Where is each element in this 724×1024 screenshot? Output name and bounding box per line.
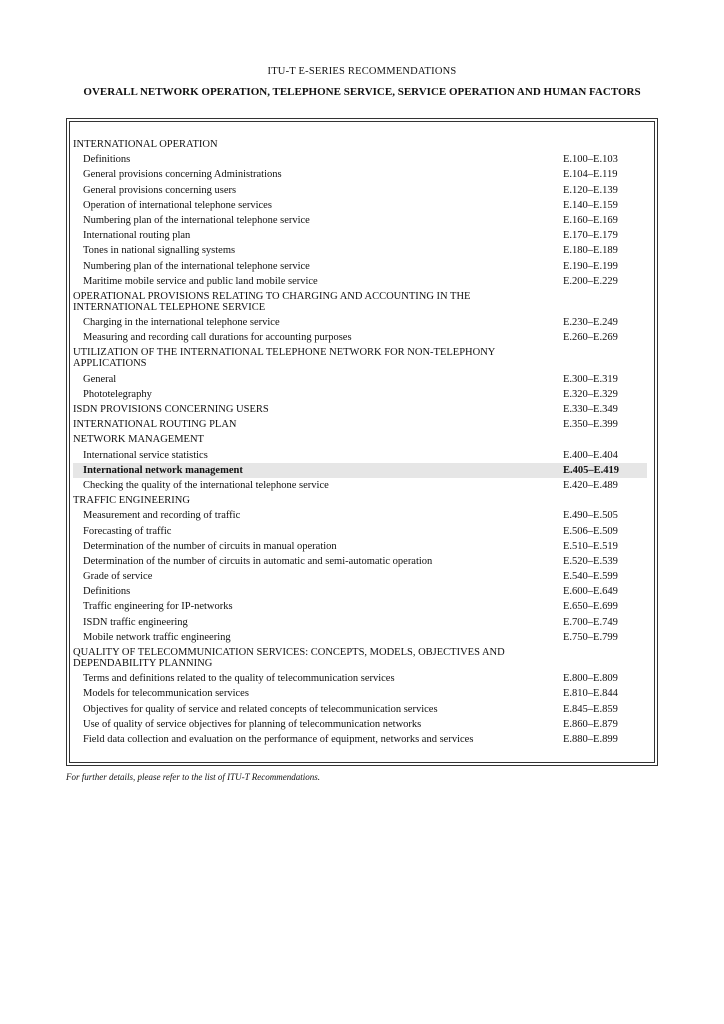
row-label: General xyxy=(83,373,117,385)
row-code: E.520–E.539 xyxy=(563,555,618,567)
table-rows xyxy=(73,137,647,747)
row-label: International service statistics xyxy=(83,449,208,461)
row-code: E.170–E.179 xyxy=(563,230,618,242)
table-row xyxy=(73,615,647,630)
table-row xyxy=(73,717,647,732)
row-code: E.120–E.139 xyxy=(563,184,618,196)
row-code: E.845–E.859 xyxy=(563,703,618,715)
table-row xyxy=(73,274,647,289)
row-code: E.200–E.229 xyxy=(563,275,618,287)
row-code: E.320–E.329 xyxy=(563,388,618,400)
row-label: Grade of service xyxy=(83,571,153,583)
table-row xyxy=(73,554,647,569)
row-code: E.260–E.269 xyxy=(563,332,618,344)
row-code: E.400–E.404 xyxy=(563,449,618,461)
row-code: E.330–E.349 xyxy=(563,404,618,415)
row-code: E.140–E.159 xyxy=(563,199,618,211)
table-row xyxy=(73,686,647,701)
row-code: E.300–E.319 xyxy=(563,373,618,385)
row-label: General provisions concerning Administrations xyxy=(83,169,282,181)
row-code: E.420–E.489 xyxy=(563,479,618,491)
row-label: Measurement and recording of traffic xyxy=(83,510,241,522)
row-code: E.510–E.519 xyxy=(563,540,618,552)
table-row xyxy=(73,702,647,717)
row-label: Measuring and recording call durations for accounting purposes xyxy=(83,332,352,344)
row-label: UTILIZATION OF THE INTERNATIONAL TELEPHONE NETWORK FOR NON-TELEPHONY APPLICATIONS xyxy=(73,347,495,370)
row-code: E.405–E.419 xyxy=(563,464,620,476)
row-label: Models for telecommunication services xyxy=(83,688,249,700)
row-label: NETWORK MANAGEMENT xyxy=(73,434,204,446)
row-code: E.600–E.649 xyxy=(563,586,618,598)
section-heading-row xyxy=(73,417,647,432)
table-row xyxy=(73,463,647,478)
row-label: Field data collection and evaluation on the performance of equipment, networks and services xyxy=(83,733,474,745)
row-label: Determination of the number of circuits in manual operation xyxy=(83,540,337,552)
section-heading-row xyxy=(73,289,647,315)
row-label: Checking the quality of the international telephone service xyxy=(83,479,329,491)
table-row xyxy=(73,539,647,554)
row-label: Numbering plan of the international telephone service xyxy=(83,260,310,272)
row-code: E.800–E.809 xyxy=(563,673,618,685)
row-label: OPERATIONAL PROVISIONS RELATING TO CHARGING AND ACCOUNTING IN THE INTERNATIONAL TELEPHONE SERVICE xyxy=(73,290,471,313)
table-row xyxy=(73,508,647,523)
row-label: Traffic engineering for IP-networks xyxy=(83,601,233,613)
series-title: ITU-T E-SERIES RECOMMENDATIONS xyxy=(267,66,457,77)
row-code: E.160–E.169 xyxy=(563,214,618,226)
table-row xyxy=(73,315,647,330)
row-label: Definitions xyxy=(83,586,131,598)
row-label: Mobile network traffic engineering xyxy=(83,631,231,643)
recommendations-table xyxy=(66,118,658,766)
table-row xyxy=(73,330,647,345)
section-heading-row xyxy=(73,493,647,508)
row-label: QUALITY OF TELECOMMUNICATION SERVICES: CONCEPTS, MODELS, OBJECTIVES AND DEPENDABILITY PLANNING xyxy=(73,647,505,669)
row-label: International routing plan xyxy=(83,230,191,242)
table-row xyxy=(73,243,647,258)
row-label: Use of quality of service objectives for planning of telecommunication networks xyxy=(83,718,422,730)
row-code: E.860–E.879 xyxy=(563,718,618,730)
row-label: International network management xyxy=(83,464,243,476)
section-heading-row xyxy=(73,137,647,152)
row-label: Charging in the international telephone service xyxy=(83,317,280,329)
table-row xyxy=(73,183,647,198)
page-title: OVERALL NETWORK OPERATION, TELEPHONE SERVICE, SERVICE OPERATION AND HUMAN FACTORS xyxy=(83,86,641,98)
row-label: Definitions xyxy=(83,154,131,166)
row-code: E.104–E.119 xyxy=(563,169,618,181)
table-row xyxy=(73,524,647,539)
row-code: E.810–E.844 xyxy=(563,688,618,700)
row-code: E.540–E.599 xyxy=(563,571,618,583)
row-label: INTERNATIONAL OPERATION xyxy=(73,139,218,150)
row-label: Operation of international telephone services xyxy=(83,199,272,211)
row-label: Determination of the number of circuits in automatic and semi-automatic operation xyxy=(83,555,433,567)
table-row xyxy=(73,372,647,387)
row-code: E.650–E.699 xyxy=(563,601,618,613)
row-code: E.180–E.189 xyxy=(563,245,618,257)
row-code: E.750–E.799 xyxy=(563,631,618,643)
row-label: Tones in national signalling systems xyxy=(83,245,236,257)
table-row xyxy=(73,152,647,167)
row-code: E.100–E.103 xyxy=(563,154,618,166)
footnote: For further details, please refer to the list of ITU-T Recommendations. xyxy=(66,772,320,782)
table-row xyxy=(73,671,647,686)
row-code: E.880–E.899 xyxy=(563,733,618,745)
row-code: E.350–E.399 xyxy=(563,419,618,431)
row-label: ISDN PROVISIONS CONCERNING USERS xyxy=(73,404,269,415)
row-code: E.190–E.199 xyxy=(563,260,618,272)
row-label: Numbering plan of the international telephone service xyxy=(83,214,310,226)
section-heading-row xyxy=(73,645,647,671)
table-row xyxy=(73,213,647,228)
table-row xyxy=(73,167,647,182)
row-code: E.490–E.505 xyxy=(563,510,618,522)
table-row xyxy=(73,198,647,213)
table-row xyxy=(73,478,647,493)
row-code: E.230–E.249 xyxy=(563,317,618,329)
row-label: TRAFFIC ENGINEERING xyxy=(73,495,190,507)
row-label: INTERNATIONAL ROUTING PLAN xyxy=(73,419,237,431)
table-row xyxy=(73,569,647,584)
section-heading-row xyxy=(73,345,647,371)
row-label: Terms and definitions related to the quality of telecommunication services xyxy=(83,673,395,685)
row-code: E.700–E.749 xyxy=(563,616,618,628)
table-row xyxy=(73,599,647,614)
row-label: Phototelegraphy xyxy=(83,388,152,400)
table-row xyxy=(73,387,647,402)
row-label: General provisions concerning users xyxy=(83,184,237,196)
table-row xyxy=(73,448,647,463)
section-heading-row xyxy=(73,432,647,447)
row-label: ISDN traffic engineering xyxy=(83,616,188,628)
table-row xyxy=(73,732,647,747)
section-heading-row xyxy=(73,402,647,417)
table-row xyxy=(73,259,647,274)
row-label: Forecasting of traffic xyxy=(83,525,172,537)
table-row xyxy=(73,584,647,599)
row-code: E.506–E.509 xyxy=(563,525,618,537)
table-row xyxy=(73,630,647,645)
row-label: Objectives for quality of service and related concepts of telecommunication services xyxy=(83,703,438,715)
row-label: Maritime mobile service and public land mobile service xyxy=(83,275,318,287)
table-row xyxy=(73,228,647,243)
